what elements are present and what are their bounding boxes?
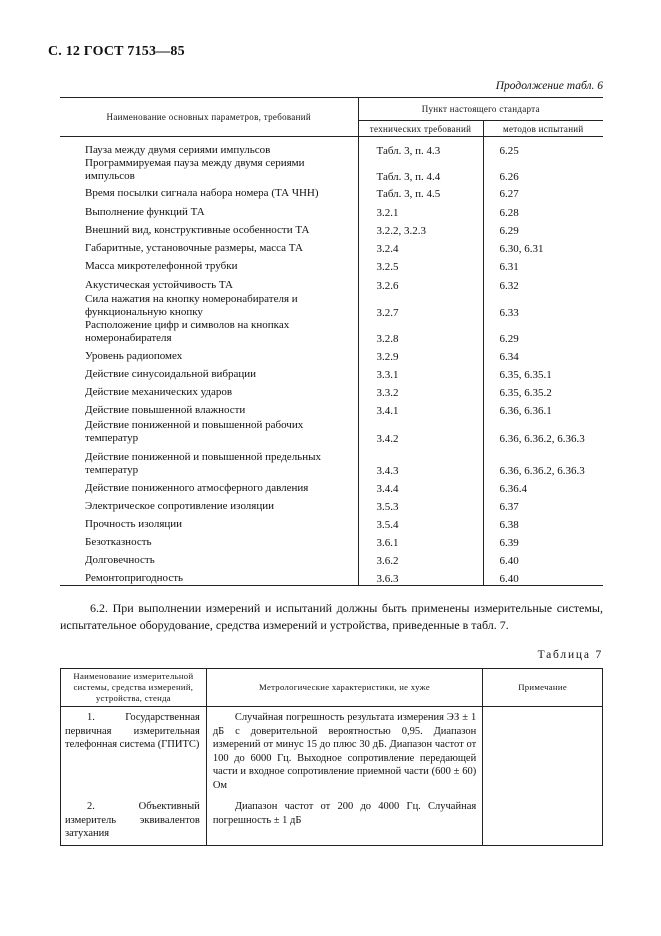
- t6-cell-tech: 3.2.9: [358, 345, 483, 363]
- t6-cell-name: Время посылки сигнала набора номера (ТА ЧНН): [85, 186, 319, 199]
- t6-cell-test: 6.27: [483, 183, 603, 200]
- table-row: [60, 445, 603, 477]
- table-row: [61, 707, 603, 797]
- t6-cell-test: 6.37: [483, 495, 603, 513]
- table-row: [60, 399, 603, 417]
- table-row: [60, 273, 603, 292]
- t6-cell-tech: Табл. 3, п. 4.3: [358, 137, 483, 157]
- t7-cell-spec: [206, 707, 482, 797]
- t6-cell-test: 6.36, 6.36.2, 6.36.3: [483, 445, 603, 477]
- t6-cell-name: Действие повышенной влажности: [85, 403, 246, 416]
- t6-cell-test: 6.40: [483, 567, 603, 586]
- t6-cell-tech: 3.2.8: [358, 319, 483, 345]
- t6-cell-name: Долговечность: [85, 553, 155, 566]
- t6-cell-test: 6.36, 6.36.2, 6.36.3: [483, 417, 603, 445]
- t6-cell-tech: 3.2.6: [358, 273, 483, 292]
- t6-cell-name: Габаритные, установочные размеры, масса ТА: [85, 241, 303, 254]
- table-7: [60, 668, 603, 846]
- t6-cell-name: Прочность изоляции: [85, 517, 183, 530]
- t6-cell-name: Действие механических ударов: [85, 385, 233, 398]
- t7-name-text: 1. Государственная первичная измерительная телефонная система (ГПИТС): [65, 712, 200, 750]
- table-row: [60, 292, 603, 319]
- table-6: [60, 97, 603, 586]
- t6-cell-tech: 3.2.1: [358, 200, 483, 219]
- t6-cell-test: 6.40: [483, 549, 603, 567]
- paragraph-indent: [60, 601, 90, 615]
- t7-header-name: Наименование измерительной системы, средства измерений, устройства, стенда: [61, 669, 207, 707]
- t6-cell-tech: 3.4.1: [358, 399, 483, 417]
- t6-cell-test: 6.35, 6.35.2: [483, 381, 603, 399]
- t6-cell-tech: 3.6.2: [358, 549, 483, 567]
- t6-cell-tech: 3.4.2: [358, 417, 483, 445]
- table-row: [60, 417, 603, 445]
- t6-cell-name: Ремонтопригодность: [60, 567, 358, 586]
- t7-cell-name: [61, 796, 207, 845]
- t6-header-test: методов испытаний: [483, 121, 603, 137]
- t7-spec-text: Диапазон частот от 200 до 4000 Гц. Случайная погрешность ± 1 дБ: [212, 801, 477, 826]
- t6-cell-test: 6.28: [483, 200, 603, 219]
- table-continuation-label: Продолжение табл. 6: [495, 80, 603, 92]
- table-row: [60, 219, 603, 237]
- t6-cell-tech: Табл. 3, п. 4.5: [358, 183, 483, 200]
- table-row: [60, 549, 603, 567]
- t6-cell-test: 6.34: [483, 345, 603, 363]
- t6-cell-name: Внешний вид, конструктивные особенности ТА: [85, 223, 310, 236]
- t7-header-spec: Метрологические характеристики, не хуже: [206, 669, 482, 707]
- t6-cell-test: 6.29: [483, 319, 603, 345]
- table-row: [60, 200, 603, 219]
- t6-header-tech: технических требований: [358, 121, 483, 137]
- t6-cell-name: Расположение цифр и символов на кнопках номеронабирателя: [85, 318, 290, 344]
- t6-cell-tech: 3.3.1: [358, 363, 483, 381]
- t6-cell-tech: Табл. 3, п. 4.4: [358, 157, 483, 183]
- t6-cell-tech: 3.4.3: [358, 445, 483, 477]
- t7-cell-note: [483, 707, 603, 797]
- table-row: [60, 237, 603, 255]
- t6-header-group: Пункт настоящего стандарта: [358, 98, 603, 121]
- t6-body: [60, 137, 603, 586]
- t6-cell-tech: 3.2.7: [358, 292, 483, 319]
- t6-cell-tech: 3.5.4: [358, 513, 483, 531]
- t6-cell-test: 6.26: [483, 157, 603, 183]
- table-7-label: Таблица 7: [537, 649, 603, 661]
- table-row: [60, 345, 603, 363]
- table-row: [60, 513, 603, 531]
- t6-cell-test: 6.39: [483, 531, 603, 549]
- paragraph-text: 6.2. При выполнении измерений и испытаний должны быть применены измерительные системы, испытательное оборудование, средства измерений и устройства, приведенные в табл. 7.: [60, 601, 603, 632]
- t6-cell-name: Пауза между двумя сериями импульсов: [85, 143, 271, 156]
- table-row: [60, 363, 603, 381]
- table-row: [60, 319, 603, 345]
- t7-cell-name: [61, 707, 207, 797]
- t6-cell-name: Акустическая устойчивость ТА: [85, 278, 233, 291]
- t6-cell-test: 6.36, 6.36.1: [483, 399, 603, 417]
- t6-cell-test: 6.32: [483, 273, 603, 292]
- table-row: [60, 255, 603, 273]
- t7-cell-spec: [206, 796, 482, 845]
- t7-spec-text: Случайная погрешность результата измерения ЭЗ ± 1 дБ с доверительной вероятностью 0,95. Диапазон измерений от минус 15 до плюс 30 дБ. Диапазон частот от 100 до 6000 Гц. Выходное сопротивление передающей части и входное сопротивление приемной части (600 ± 60) Ом: [212, 712, 477, 791]
- t6-cell-name: Действие пониженной и повышенной предельных температур: [85, 450, 321, 476]
- t6-cell-name: Выполнение функций ТА: [85, 205, 205, 218]
- paragraph-6-2: [60, 600, 603, 634]
- t7-cell-note: [483, 796, 603, 845]
- t6-cell-test: 6.31: [483, 255, 603, 273]
- table-row: [60, 567, 603, 586]
- t6-cell-test: 6.33: [483, 292, 603, 319]
- t6-cell-name: Программируемая пауза между двумя сериями импульсов: [85, 156, 305, 182]
- t7-name-text: 2. Объективный измеритель эквивалентов затухания: [65, 801, 200, 839]
- t6-cell-test: 6.25: [483, 137, 603, 157]
- t6-cell-name: Сила нажатия на кнопку номеронабирателя и функциональную кнопку: [85, 292, 298, 318]
- t6-cell-tech: 3.2.2, 3.2.3: [358, 219, 483, 237]
- t6-cell-test: 6.30, 6.31: [483, 237, 603, 255]
- t6-cell-test: 6.38: [483, 513, 603, 531]
- t6-cell-name: Безотказность: [85, 535, 152, 548]
- t6-cell-test: 6.29: [483, 219, 603, 237]
- table-row: [61, 796, 603, 845]
- table-row: [60, 381, 603, 399]
- page-header: С. 12 ГОСТ 7153—85: [48, 44, 185, 59]
- t6-cell-tech: 3.2.4: [358, 237, 483, 255]
- table-row: [60, 157, 603, 183]
- t7-header-note: Примечание: [483, 669, 603, 707]
- t6-cell-name: Электрическое сопротивление изоляции: [85, 499, 275, 512]
- t6-cell-name: Уровень радиопомех: [85, 349, 183, 362]
- table-row: [60, 477, 603, 495]
- t6-cell-tech: 3.6.3: [358, 567, 483, 586]
- table-row: [60, 531, 603, 549]
- table-row: [60, 495, 603, 513]
- t6-cell-tech: 3.3.2: [358, 381, 483, 399]
- t6-cell-name: Действие пониженной и повышенной рабочих температур: [85, 418, 304, 444]
- table-row: [60, 137, 603, 157]
- t6-cell-name: Действие пониженного атмосферного давления: [85, 481, 309, 494]
- t6-cell-name: Масса микротелефонной трубки: [85, 259, 238, 272]
- table-row: [60, 183, 603, 200]
- t6-cell-name: Действие синусоидальной вибрации: [85, 367, 257, 380]
- t6-cell-test: 6.36.4: [483, 477, 603, 495]
- t6-cell-tech: 3.5.3: [358, 495, 483, 513]
- t6-cell-tech: 3.4.4: [358, 477, 483, 495]
- t6-cell-tech: 3.6.1: [358, 531, 483, 549]
- t6-header-name: Наименование основных параметров, требований: [60, 98, 358, 137]
- t6-cell-tech: 3.2.5: [358, 255, 483, 273]
- t6-cell-test: 6.35, 6.35.1: [483, 363, 603, 381]
